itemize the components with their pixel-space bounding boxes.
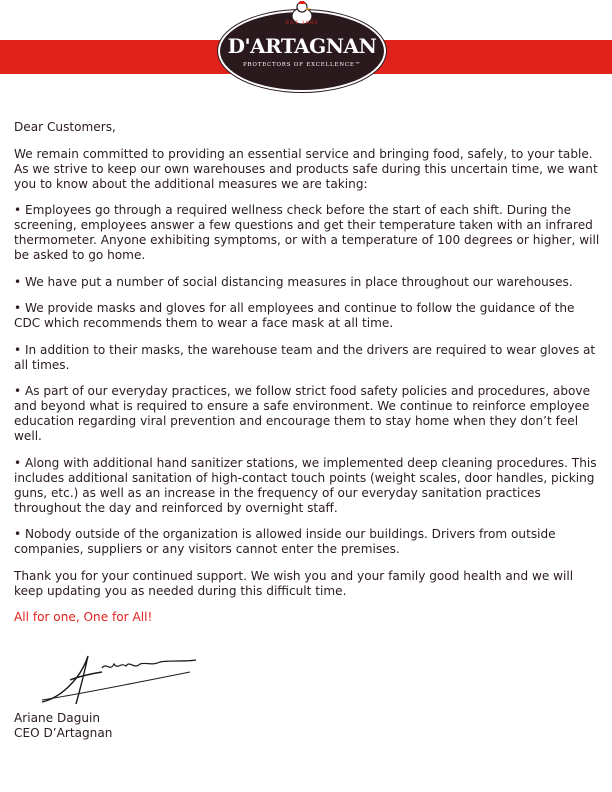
motto: All for one, One for All! — [14, 610, 153, 624]
bullet-wellness-check: • Employees go through a required wellness check before the start of each shift. During the screening, employees answer a few questions and get their temperature taken with an infrared thermometer. Anyone exhibiting symptoms, or with a temperature of 100 degrees or higher, will be asked to go home. — [14, 203, 600, 262]
closing-paragraph: Thank you for your continued support. We wish you and your family good health and we will keep updating you as needed during this difficult time. — [14, 568, 574, 598]
bullet-masks-gloves: • We provide masks and gloves for all employees and continue to follow the guidance of the CDC which recommends them to wear a face mask at all time. — [14, 301, 575, 330]
greeting: Dear Customers, — [14, 120, 116, 134]
handwritten-signature — [40, 650, 200, 708]
dartagnan-logo — [220, 0, 384, 90]
letter-body — [14, 120, 604, 637]
logo-wordmark: D'ARTAGNAN — [227, 34, 377, 58]
bullet-food-safety: • As part of our everyday practices, we follow strict food safety policies and procedures, above and beyond what is required to ensure a safe environment. We continue to reinforce employee education regarding viral prevention and encourage them to stay home when they don’t feel well. — [14, 384, 591, 443]
logo-tagline: PROTECTORS OF EXCELLENCE™ — [242, 62, 362, 68]
signer-name: Ariane Daguin — [14, 711, 101, 725]
bullet-social-distancing: • We have put a number of social distancing measures in place throughout our warehouses. — [14, 274, 573, 289]
intro-paragraph: We remain committed to providing an essential service and bringing food, safely, to your table. As we strive to keep our own warehouses and products safe during this uncertain time, we want you to know about the additional measures we are taking: — [14, 146, 598, 191]
bullet-drivers-gloves: • In addition to their masks, the warehouse team and the drivers are required to wear gloves at all times. — [14, 342, 596, 372]
logo-est: EST 1985 — [285, 20, 319, 26]
bullet-no-visitors: • Nobody outside of the organization is allowed inside our buildings. Drivers from outside companies, suppliers or any visitors cannot enter the premises. — [14, 527, 556, 556]
signer-block — [14, 711, 112, 741]
signer-title: CEO D’Artagnan — [14, 726, 113, 740]
bullet-sanitation: • Along with additional hand sanitizer stations, we implemented deep cleaning procedures. This includes additional sanitation of high-contact touch points (weight scales, door handles, picking guns, etc.) as well as an increase in the frequency of our everyday sanitation practices throughout the day and reinforced by overnight staff. — [14, 455, 597, 515]
